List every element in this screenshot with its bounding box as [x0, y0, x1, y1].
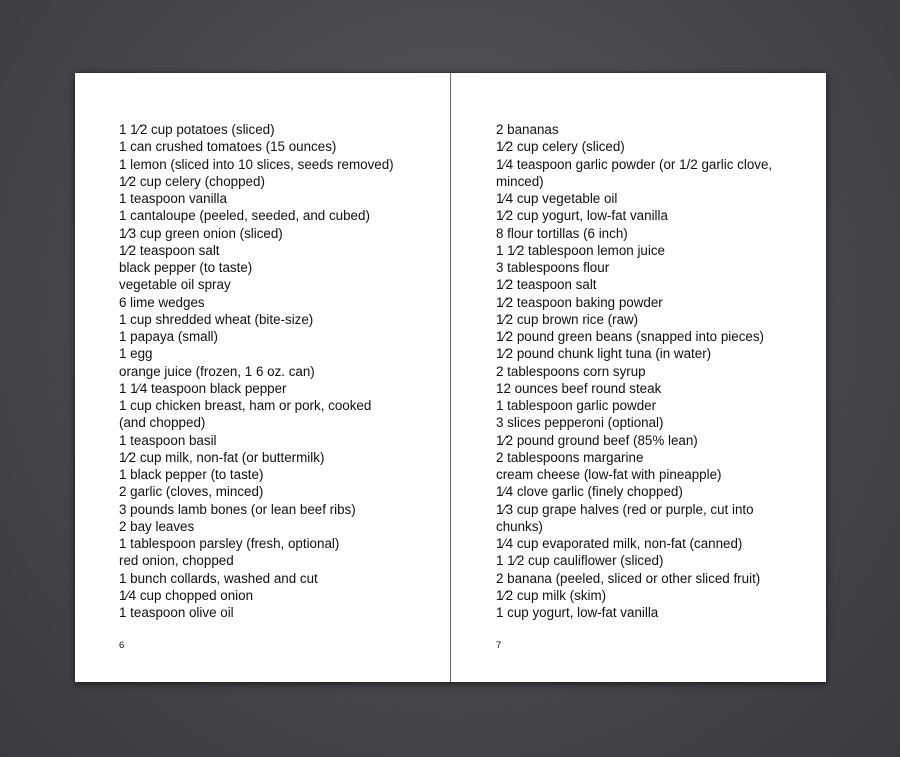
ingredient-line: 1 bunch collards, washed and cut	[119, 570, 318, 586]
ingredient-line: orange juice (frozen, 1 6 oz. can)	[119, 363, 315, 379]
page-number-left: 6	[119, 640, 125, 651]
ingredient-line: 1⁄2 teaspoon baking powder	[496, 294, 663, 310]
ingredient-line: 1⁄3 cup grape halves (red or purple, cut into	[496, 501, 754, 517]
ingredient-line: red onion, chopped	[119, 553, 234, 569]
ingredient-line: 1⁄4 cup evaporated milk, non-fat (canned)	[496, 536, 743, 551]
ingredient-line: 1 teaspoon vanilla	[119, 191, 227, 206]
ingredient-line: 1⁄2 cup yogurt, low-fat vanilla	[496, 208, 668, 224]
ingredient-line: 1 teaspoon basil	[119, 432, 217, 448]
ingredient-line: 1⁄2 pound chunk light tuna (in water)	[496, 346, 712, 362]
ingredient-line: 1⁄2 teaspoon salt	[119, 242, 220, 258]
ingredient-line: 1 egg	[119, 346, 153, 362]
ingredient-line: 1⁄2 cup brown rice (raw)	[496, 311, 639, 327]
ingredient-line: 1 cup yogurt, low-fat vanilla	[496, 605, 659, 620]
ingredient-line: 1 cup shredded wheat (bite-size)	[119, 311, 314, 327]
ingredient-line: minced)	[496, 173, 544, 189]
book-spread	[75, 73, 826, 682]
ingredient-line: black pepper (to taste)	[119, 260, 253, 275]
ingredient-line: 1⁄2 pound ground beef (85% lean)	[496, 432, 698, 448]
ingredient-line: 1 1⁄2 cup cauliflower (sliced)	[496, 553, 664, 569]
ingredient-line: 1 1⁄2 cup potatoes (sliced)	[119, 122, 275, 137]
ingredient-line: 1⁄4 clove garlic (finely chopped)	[496, 484, 683, 500]
ingredient-line: 12 ounces beef round steak	[496, 380, 662, 396]
ingredient-line: 6 lime wedges	[119, 294, 205, 310]
ingredient-line: 1⁄2 pound green beans (snapped into pieces)	[496, 329, 765, 344]
ingredient-line: 1 can crushed tomatoes (15 ounces)	[119, 139, 337, 155]
ingredient-line: 1 black pepper (to taste)	[119, 467, 264, 482]
right-page	[451, 73, 826, 682]
ingredient-line: 2 banana (peeled, sliced or other sliced fruit)	[496, 570, 761, 586]
ingredient-line: 2 bananas	[496, 122, 559, 137]
ingredient-line: 3 pounds lamb bones (or lean beef ribs)	[119, 501, 356, 517]
ingredient-line: 1⁄4 teaspoon garlic powder (or 1/2 garlic clove,	[496, 156, 773, 172]
ingredient-list-left	[119, 121, 419, 621]
ingredient-line: 1⁄2 cup milk, non-fat (or buttermilk)	[119, 449, 325, 465]
ingredient-line: 2 tablespoons corn syrup	[496, 363, 646, 379]
ingredient-line: cream cheese (low-fat with pineapple)	[496, 467, 722, 482]
ingredient-line: 1 1⁄2 tablespoon lemon juice	[496, 242, 665, 258]
ingredient-line: 1 cup chicken breast, ham or pork, cooked	[119, 398, 372, 413]
page-number-right: 7	[496, 640, 502, 651]
left-page	[75, 73, 450, 682]
ingredient-line: 1 cantaloupe (peeled, seeded, and cubed)	[119, 208, 370, 224]
ingredient-line: 2 garlic (cloves, minced)	[119, 484, 264, 500]
ingredient-line: 1 teaspoon olive oil	[119, 605, 234, 620]
ingredient-line: 2 bay leaves	[119, 518, 195, 534]
ingredient-line: 1 1⁄4 teaspoon black pepper	[119, 380, 287, 396]
ingredient-line: 3 slices pepperoni (optional)	[496, 415, 664, 431]
ingredient-line: 1⁄4 cup vegetable oil	[496, 191, 618, 206]
ingredient-list-right	[496, 121, 796, 621]
ingredient-line: 1⁄2 teaspoon salt	[496, 277, 597, 293]
ingredient-line: 1 tablespoon garlic powder	[496, 398, 657, 413]
ingredient-line: 1⁄2 cup milk (skim)	[496, 587, 607, 603]
ingredient-line: 3 tablespoons flour	[496, 260, 610, 275]
ingredient-line: 1⁄2 cup celery (chopped)	[119, 173, 265, 189]
ingredient-line: 8 flour tortillas (6 inch)	[496, 225, 628, 241]
ingredient-line: 1 lemon (sliced into 10 slices, seeds removed)	[119, 156, 394, 172]
ingredient-line: (and chopped)	[119, 415, 206, 431]
ingredient-line: vegetable oil spray	[119, 277, 231, 293]
ingredient-line: 1⁄2 cup celery (sliced)	[496, 139, 625, 155]
ingredient-line: 1 papaya (small)	[119, 329, 218, 344]
ingredient-line: 2 tablespoons margarine	[496, 449, 644, 465]
ingredient-line: 1⁄3 cup green onion (sliced)	[119, 225, 283, 241]
ingredient-line: 1⁄4 cup chopped onion	[119, 587, 254, 603]
ingredient-line: chunks)	[496, 518, 543, 534]
ingredient-line: 1 tablespoon parsley (fresh, optional)	[119, 536, 340, 551]
